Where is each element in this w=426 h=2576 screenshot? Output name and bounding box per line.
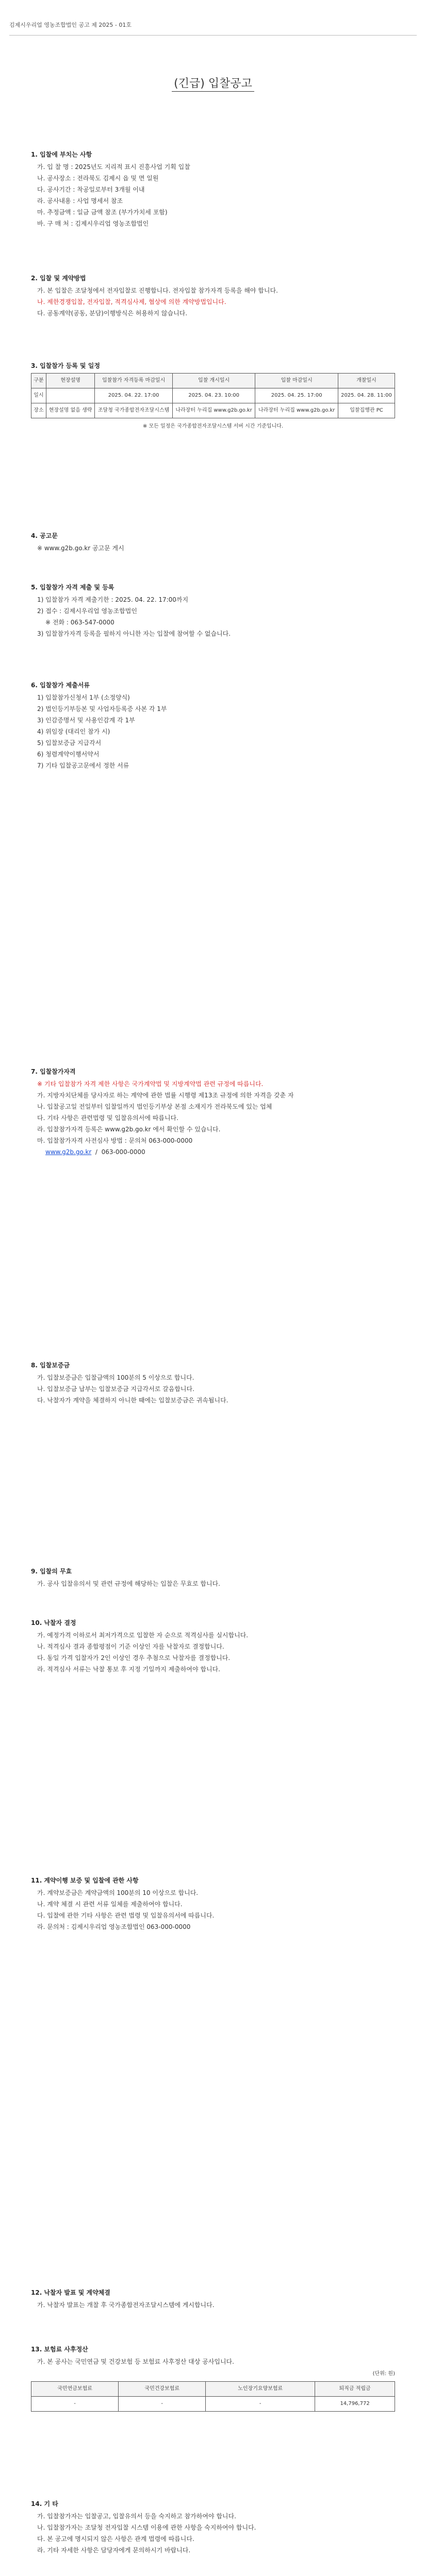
section-8-item: 다. 낙찰자가 계약을 체결하지 아니한 때에는 입찰보증금은 귀속됩니다. (37, 1397, 228, 1404)
section-12-title: 12. 낙찰자 발표 및 계약체결 (31, 2289, 110, 2296)
section-1-item: 나. 공사장소 : 전라북도 김제시 읍 및 면 일원 (37, 175, 159, 182)
section-7-item: 라. 입찰참가자격 등록은 www.g2b.go.kr 에서 확인할 수 있습니다. (37, 1126, 221, 1133)
table-header-cell: 입찰 개시일시 (172, 374, 255, 388)
section-2-item-highlight: 나. 제한경쟁입찰, 전자입찰, 적격심사제, 협상에 의한 계약방법입니다. (37, 298, 226, 306)
section-2-item: 가. 본 입찰은 조달청에서 전자입찰로 진행합니다. 전자입찰 참가자격 등록을 해야 합니다. (37, 287, 278, 294)
table-row (31, 388, 395, 403)
table-header-cell: 국민연금보험료 (31, 2382, 119, 2397)
section-5-item: 1) 입찰참가 자격 제출기한 : 2025. 04. 22. 17:00까지 (37, 596, 189, 603)
section-6-item: 2) 법인등기부등본 및 사업자등록증 사본 각 1부 (37, 705, 167, 713)
section-9-title: 9. 입찰의 무효 (31, 1568, 72, 1575)
section-1-title: 1. 입찰에 부치는 사항 (31, 151, 92, 158)
unit-label: (단위: 원) (372, 2371, 395, 2377)
table-cell: 일시 (31, 388, 46, 403)
section-6-item: 7) 기타 입찰공고문에서 정한 서류 (37, 762, 129, 769)
section-8-item: 가. 입찰보증금은 입찰금액의 100분의 5 이상으로 합니다. (37, 1374, 194, 1381)
section-13-title: 13. 보험료 사후정산 (31, 2346, 88, 2353)
section-7-item: 다. 기타 사항은 관련법령 및 입찰유의서에 따릅니다. (37, 1114, 178, 1122)
section-5-item: 2) 접수 : 김제시우리업 영농조합법인 (37, 607, 137, 615)
table-header-cell: 국민건강보험료 (119, 2382, 206, 2397)
section-7-warning: ※ 기타 입찰참가 자격 제한 사항은 국가계약법 및 지방계약법 관련 규정에 따릅니다. (37, 1080, 264, 1088)
section-6-item: 1) 입찰참가신청서 1부 (소정양식) (37, 694, 130, 701)
table-header-row (31, 2382, 395, 2397)
section-12 (31, 2287, 395, 2311)
table-header-cell: 퇴직금 적립금 (315, 2382, 395, 2397)
insurance-table (31, 2381, 395, 2412)
section-11-item: 가. 계약보증금은 계약금액의 100분의 10 이상으로 합니다. (37, 1889, 199, 1896)
section-14-item: 나. 입찰참가자는 조달청 전자입찰 시스템 이용에 관한 사항을 숙지하여야 합니다. (37, 2524, 256, 2531)
section-10-item: 나. 적격심사 결과 종합평점이 기준 이상인 자를 낙찰자로 결정합니다. (37, 1643, 224, 1650)
section-6-item: 6) 청렴계약이행서약서 (37, 751, 100, 758)
section-6-item: 3) 인감증명서 및 사용인감계 각 1부 (37, 717, 135, 724)
table-cell: - (119, 2397, 206, 2412)
table-row (31, 2397, 395, 2412)
table-cell: 나라장터 누리집 www.g2b.go.kr (172, 403, 255, 418)
section-7-links: www.g2b.go.kr / 063-000-0000 (45, 1148, 145, 1156)
title-text: (긴급) 입찰공고 (172, 77, 254, 92)
section-10-item: 가. 예정가격 이하로서 최저가격으로 입찰한 자 순으로 적격심사를 실시합니다. (37, 1632, 249, 1639)
table-header-cell: 구분 (31, 374, 46, 388)
section-14-item: 가. 입찰참가자는 입찰공고, 입찰유의서 등을 숙지하고 참가하여야 합니다. (37, 2513, 236, 2520)
table-cell: - (206, 2397, 315, 2412)
section-8 (31, 1360, 395, 1406)
section-3-title: 3. 입찰참가 등록 및 일정 (31, 362, 100, 369)
section-9 (31, 1566, 395, 1590)
section-14-title: 14. 기 타 (31, 2500, 58, 2507)
table-cell: 2025. 04. 25. 17:00 (255, 388, 338, 403)
section-2-item: 다. 공동계약(공동, 분담)이행방식은 허용하지 않습니다. (37, 310, 188, 317)
page-title (0, 75, 426, 91)
section-1-item: 가. 입 찰 명 : 2025년도 지리적 표시 진흥사업 기획 입찰 (37, 163, 190, 171)
section-6-item: 4) 위임장 (대리인 참가 시) (37, 728, 110, 735)
table-cell: 2025. 04. 28. 11:00 (338, 388, 395, 403)
table-header-cell: 현장설명 (46, 374, 95, 388)
section-5-item: ※ 전화 : 063-547-0000 (45, 619, 114, 626)
table-cell: 장소 (31, 403, 46, 418)
table-cell: - (31, 2397, 119, 2412)
section-1-item: 바. 구 매 처 : 김제시우리업 영농조합법인 (37, 220, 149, 227)
table-cell: 나라장터 누리집 www.g2b.go.kr (255, 403, 338, 418)
section-10-item: 라. 적격심사 서류는 낙찰 통보 후 지정 기일까지 제출하여야 합니다. (37, 1666, 220, 1673)
table-cell: 조달청 국가종합전자조달시스템 (95, 403, 172, 418)
table-cell: 2025. 04. 23. 10:00 (172, 388, 255, 403)
section-7-item: 가. 지방자치단체를 당사자로 하는 계약에 관한 법률 시행령 제13조 규정에 의한 자격을 갖춘 자 (37, 1092, 294, 1099)
contact-phone: 063-000-0000 (101, 1148, 145, 1156)
table-cell: 현장설명 없음 생략 (46, 403, 95, 418)
section-7 (31, 1066, 395, 1158)
section-13-item: 가. 본 공사는 국민연금 및 건강보험 등 보험료 사후정산 대상 공사입니다. (37, 2358, 234, 2365)
section-14 (31, 2499, 395, 2556)
section-5 (31, 582, 395, 640)
table-cell: 14,796,772 (315, 2397, 395, 2412)
section-1-item: 마. 추정금액 : 일금 금액 참조 (부가가치세 포함) (37, 209, 168, 216)
table-header-cell: 입찰참가 자격등록 마감일시 (95, 374, 172, 388)
table-header-cell: 개찰일시 (338, 374, 395, 388)
header-divider (9, 35, 417, 36)
section-7-title: 7. 입찰참가자격 (31, 1068, 76, 1075)
section-11-title: 11. 계약이행 보증 및 입찰에 관한 사항 (31, 1877, 139, 1884)
table-cell: 2025. 04. 22. 17:00 (95, 388, 172, 403)
section-5-item: 3) 입찰참가자격 등록을 필하지 아니한 자는 입찰에 참여할 수 없습니다. (37, 630, 231, 637)
table-header-cell: 입찰 마감일시 (255, 374, 338, 388)
table-cell: 입찰집행관 PC (338, 403, 395, 418)
g2b-link[interactable]: www.g2b.go.kr (45, 1148, 92, 1156)
section-5-title: 5. 입찰참가 자격 제출 및 등록 (31, 584, 114, 591)
section-8-item: 나. 입찰보증금 납부는 입찰보증금 지급각서로 갈음합니다. (37, 1385, 194, 1393)
section-14-item: 라. 기타 자세한 사항은 담당자에게 문의하시기 바랍니다. (37, 2547, 191, 2554)
section-12-item: 가. 낙찰자 발표는 개찰 후 국가종합전자조달시스템에 게시합니다. (37, 2301, 215, 2309)
section-6 (31, 680, 395, 772)
table-row (31, 403, 395, 418)
section-2 (31, 273, 395, 319)
section-4-title: 4. 공고문 (31, 532, 58, 539)
section-8-title: 8. 입찰보증금 (31, 1362, 70, 1369)
section-7-item: 마. 입찰참가자격 사전심사 방법 : 문의처 063-000-0000 (37, 1137, 193, 1144)
section-1 (31, 149, 395, 230)
table-header-cell: 노인장기요양보험료 (206, 2382, 315, 2397)
section-11-item: 나. 계약 체결 시 관련 서류 일체를 제출하여야 합니다. (37, 1901, 183, 1908)
table-cell (46, 388, 95, 403)
section-1-item: 라. 공사내용 : 사업 명세서 참조 (37, 197, 123, 205)
schedule-table (31, 373, 395, 418)
section-13 (31, 2344, 395, 2412)
section-6-item: 5) 입찰보증금 지급각서 (37, 739, 102, 747)
section-6-title: 6. 입찰참가 제출서류 (31, 682, 90, 689)
table-header-row (31, 374, 395, 388)
section-10 (31, 1618, 395, 1675)
section-1-item: 다. 공사기간 : 착공일로부터 3개월 이내 (37, 186, 145, 193)
section-2-title: 2. 입찰 및 계약방법 (31, 275, 86, 282)
section-3 (31, 361, 395, 432)
section-11-item: 다. 입찰에 관한 기타 사항은 관련 법령 및 입찰유의서에 따릅니다. (37, 1912, 215, 1919)
section-10-item: 다. 동일 가격 입찰자가 2인 이상인 경우 추첨으로 낙찰자를 결정합니다. (37, 1654, 231, 1662)
section-4 (31, 531, 395, 554)
notice-number: 김제시우리업 영농조합법인 공고 제 2025 - 01호 (9, 22, 132, 28)
section-10-title: 10. 낙찰자 결정 (31, 1619, 76, 1626)
table-note: ※ 모든 일정은 국가종합전자조달시스템 서버 시간 기준입니다. (142, 423, 284, 429)
section-9-item: 가. 공사 입찰유의서 및 관련 규정에 해당하는 입찰은 무효로 합니다. (37, 1580, 220, 1587)
section-7-item: 나. 입찰공고일 전일부터 입찰일까지 법인등기부상 본점 소재지가 전라북도에 있는 업체 (37, 1103, 272, 1110)
section-11 (31, 1875, 395, 1933)
section-11-item: 라. 문의처 : 김제시우리업 영농조합법인 063-000-0000 (37, 1923, 191, 1930)
section-4-item: ※ www.g2b.go.kr 공고문 게시 (37, 545, 124, 552)
section-14-item: 다. 본 공고에 명시되지 않은 사항은 관계 법령에 따릅니다. (37, 2535, 194, 2543)
